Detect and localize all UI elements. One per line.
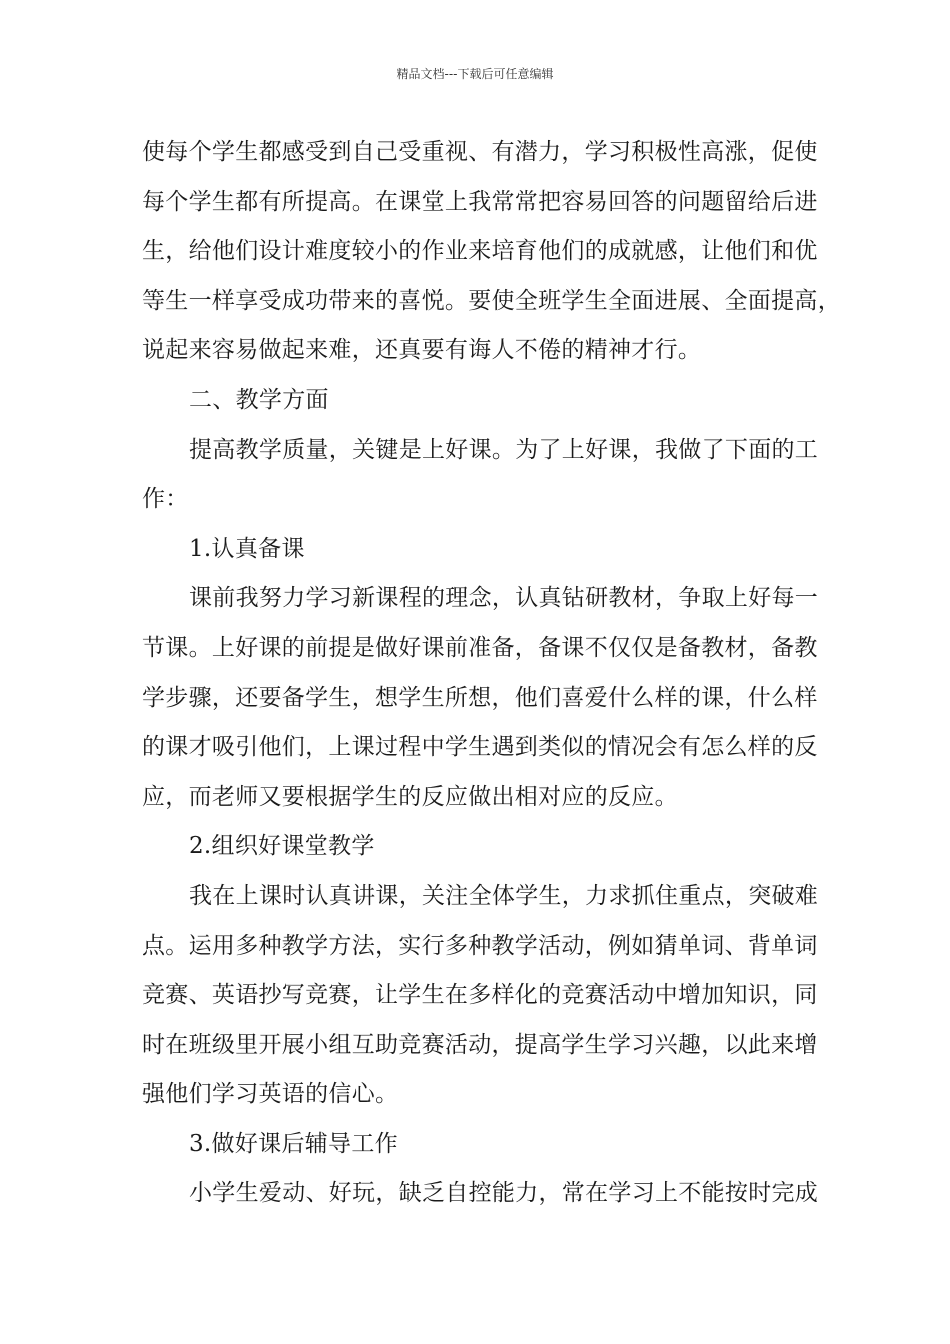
document-body (142, 128, 841, 1219)
text-line: 节课。上好课的前提是做好课前准备，备课不仅仅是备教材，备教 (142, 634, 818, 661)
text-line: 的课才吸引他们，上课过程中学生遇到类似的情况会有怎么样的反 (142, 734, 818, 761)
text-line: 点。运用多种教学方法，实行多种教学活动，例如猜单词、背单词 (142, 932, 818, 959)
page-header: 精品文档---下载后可任意编辑 (396, 67, 554, 81)
text-line: 使每个学生都感受到自己受重视、有潜力，学习积极性高涨，促使 (142, 139, 818, 165)
text-line: 3.做好课后辅导工作 (189, 1130, 398, 1157)
text-line: 每个学生都有所提高。在课堂上我常常把容易回答的问题留给后进 (142, 188, 818, 215)
text-line: 作： (142, 486, 189, 513)
text-line: 时在班级里开展小组互助竞赛活动，提高学生学习兴趣，以此来增 (142, 1031, 818, 1058)
text-line: 生，给他们设计难度较小的作业来培育他们的成就感，让他们和优 (142, 238, 818, 265)
text-line: 2.组织好课堂教学 (189, 833, 375, 860)
text-line: 1.认真备课 (189, 535, 305, 562)
text-line: 小学生爱动、好玩，缺乏自控能力，常在学习上不能按时完成 (189, 1180, 819, 1207)
text-line: 强他们学习英语的信心。 (142, 1081, 399, 1108)
text-line: 二、教学方面 (189, 386, 329, 413)
text-line: 我在上课时认真讲课，关注全体学生，力求抓住重点，突破难 (189, 882, 819, 909)
text-line: 应，而老师又要根据学生的反应做出相对应的反应。 (142, 783, 678, 810)
text-line: 等生一样享受成功带来的喜悦。要使全班学生全面进展、全面提高， (142, 287, 841, 314)
text-line: 竞赛、英语抄写竞赛，让学生在多样化的竞赛活动中增加知识，同 (142, 982, 818, 1009)
text-line: 学步骤，还要备学生，想学生所想，他们喜爱什么样的课，什么样 (142, 684, 818, 711)
text-line: 说起来容易做起来难，还真要有诲人不倦的精神才行。 (142, 337, 702, 364)
text-line: 课前我努力学习新课程的理念，认真钻研教材，争取上好每一 (189, 585, 819, 612)
text-line: 提高教学质量，关键是上好课。为了上好课，我做了下面的工 (189, 436, 819, 463)
